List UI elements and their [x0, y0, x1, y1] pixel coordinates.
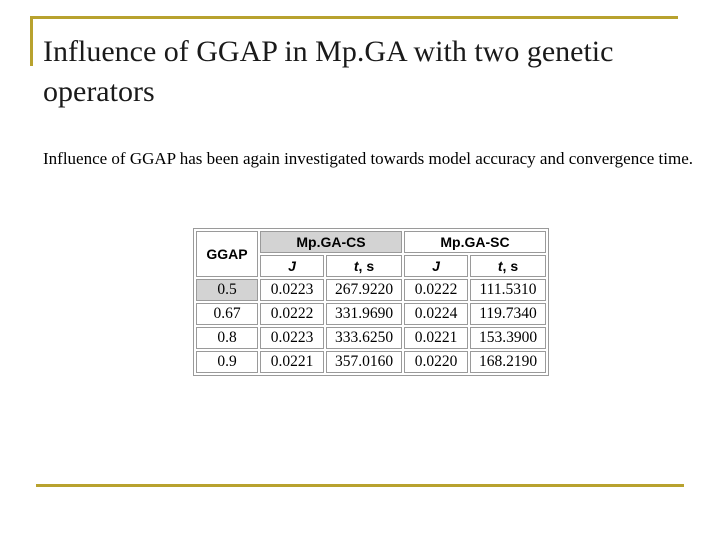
- subheader-t-var: t: [353, 258, 359, 274]
- group-header-mpga-cs: Mp.GA-CS: [260, 231, 402, 253]
- table-header-row: [196, 231, 546, 253]
- subheader-t-sc: [470, 255, 546, 277]
- j-sc-cell: 0.0224: [404, 303, 468, 325]
- results-table: [193, 228, 549, 376]
- j-sc-cell: 0.0221: [404, 327, 468, 349]
- t-sc-cell: 153.3900: [470, 327, 546, 349]
- t-cs-cell: 331.9690: [326, 303, 402, 325]
- ggap-cell: 0.67: [196, 303, 258, 325]
- slide-body-text: Influence of GGAP has been again investigated towards model accuracy and convergence time.: [43, 149, 694, 168]
- table-row: [196, 279, 546, 301]
- j-cs-cell: 0.0223: [260, 279, 324, 301]
- group-header-mpga-sc: Mp.GA-SC: [404, 231, 546, 253]
- subheader-t-unit: , s: [358, 258, 375, 274]
- subheader-t-unit: , s: [502, 258, 519, 274]
- t-cs-cell: 267.9220: [326, 279, 402, 301]
- j-cs-cell: 0.0222: [260, 303, 324, 325]
- t-sc-cell: 119.7340: [470, 303, 546, 325]
- subheader-j-sc: J: [404, 255, 468, 277]
- results-table-container: [193, 228, 549, 376]
- ggap-cell: 0.5: [196, 279, 258, 301]
- j-cs-cell: 0.0221: [260, 351, 324, 373]
- subheader-t-cs: [326, 255, 402, 277]
- left-accent-rule: [30, 16, 33, 66]
- subheader-j-cs: J: [260, 255, 324, 277]
- top-accent-rule: [33, 16, 678, 19]
- subheader-t-var: t: [497, 258, 503, 274]
- j-sc-cell: 0.0222: [404, 279, 468, 301]
- t-sc-cell: 111.5310: [470, 279, 546, 301]
- bottom-accent-rule: [36, 484, 684, 487]
- table-row: [196, 351, 546, 373]
- t-cs-cell: 357.0160: [326, 351, 402, 373]
- table-row: [196, 303, 546, 325]
- ggap-cell: 0.9: [196, 351, 258, 373]
- t-sc-cell: 168.2190: [470, 351, 546, 373]
- j-sc-cell: 0.0220: [404, 351, 468, 373]
- slide-title: Influence of GGAP in Mp.GA with two genetic operators: [43, 35, 614, 108]
- ggap-column-header: GGAP: [196, 231, 258, 277]
- t-cs-cell: 333.6250: [326, 327, 402, 349]
- table-row: [196, 327, 546, 349]
- ggap-cell: 0.8: [196, 327, 258, 349]
- j-cs-cell: 0.0223: [260, 327, 324, 349]
